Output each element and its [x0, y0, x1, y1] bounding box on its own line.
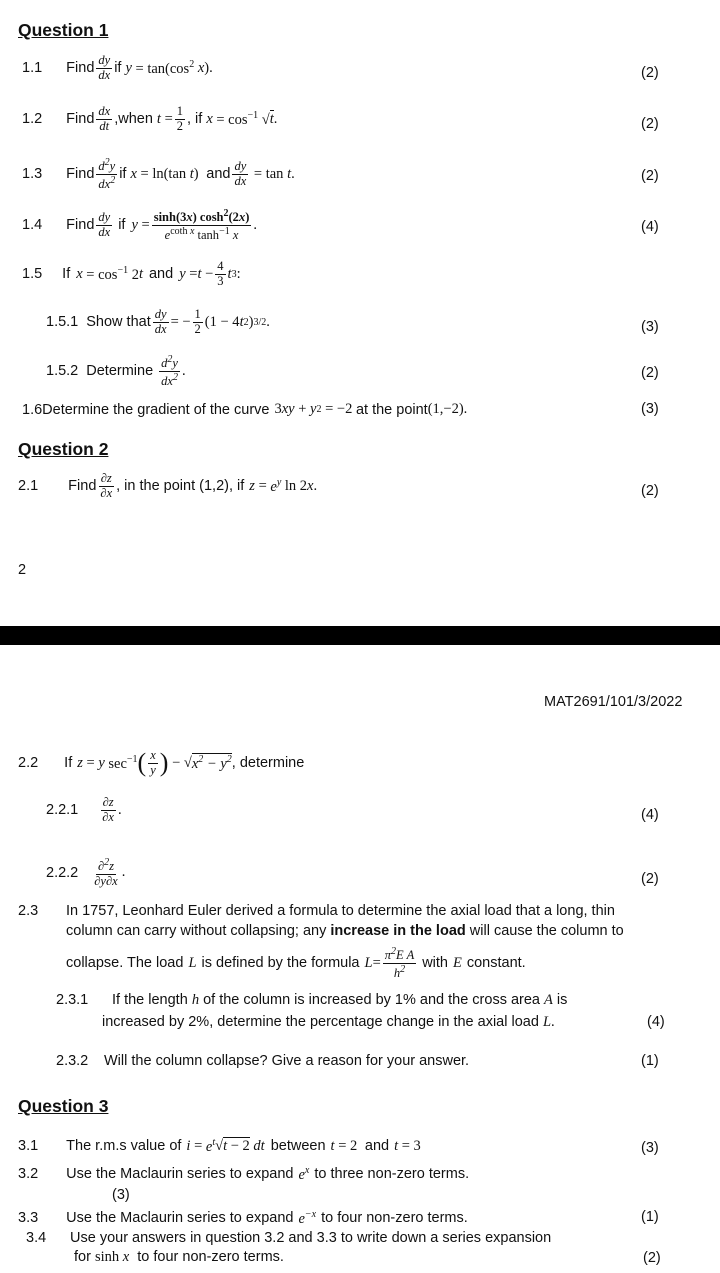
marks: (3): [641, 401, 659, 417]
fraction-x-over-y: $\frac{x}{y}$: [150, 747, 156, 777]
mixed-partial: $\frac{\partial^2z}{\partial y\partial x}$: [94, 857, 118, 888]
text: with: [422, 955, 448, 972]
item-1-2: 1.2 Find $\frac{dx}{dt}$ ,when t = $\frac{1}{2}$ , if x = $\cos^{-1}$ √ t .: [22, 104, 278, 133]
marks: (2): [641, 871, 659, 887]
item-2-3-1-line-1: If the length h of the column is increased by 1% and the cross area A is: [112, 992, 568, 1008]
marks: (2): [641, 483, 659, 499]
euler-line-2: [66, 923, 624, 939]
item-number: 2.3: [18, 903, 39, 919]
text: column can carry without collapsing; any: [66, 923, 331, 939]
item-text: Use the Maclaurin series to expand: [66, 1210, 294, 1227]
if-label: if: [114, 60, 122, 77]
item-number: 1.1: [22, 60, 43, 77]
item-2-1: 2.1 Find $\frac{\partial z}{\partial x}$ , in the point (1,2), if z = $e^y$ ln 2 x .: [18, 471, 318, 500]
text: constant.: [466, 955, 526, 972]
find-label: Find: [68, 478, 97, 495]
question-2-heading: Question 2: [18, 439, 109, 459]
question-3-heading: Question 3: [18, 1096, 109, 1116]
text: collapse. The load: [66, 955, 184, 972]
marks: (1): [641, 1209, 659, 1225]
item-number: 2.3.1: [56, 992, 89, 1008]
derivative-dy-dx: $\frac{dy}{dx}$: [154, 307, 167, 336]
item-number: 3.4: [26, 1230, 47, 1246]
page-separator: [0, 626, 720, 645]
item-text: to three non-zero terms.: [314, 1166, 470, 1183]
text: is defined by the formula: [201, 955, 360, 972]
question-1-heading: Question 1: [18, 20, 109, 40]
text: will cause the column to: [465, 923, 624, 939]
and-label: and: [148, 266, 174, 283]
text: increased by 2%, determine the percentage change in the axial load: [102, 1014, 539, 1030]
item-number: 2.2.2: [46, 864, 79, 881]
item-number: 3.1: [18, 1138, 39, 1155]
if-label: if: [119, 166, 127, 183]
text: to four non-zero terms.: [137, 1249, 284, 1265]
marks: (4): [641, 219, 659, 235]
between-label: between: [270, 1138, 326, 1155]
item-number: 2.2: [18, 755, 39, 771]
item-1-1: 1.1 Find $\frac{dy}{dx}$ if y = $\tan(\cos^2$ x ).: [22, 53, 213, 82]
marks: (1): [641, 1053, 659, 1069]
item-1-5-2: 1.5.2 Determine $\frac{d^2y}{dx^2}$ .: [46, 354, 186, 389]
determine-label: Determine: [86, 363, 154, 380]
text: is: [556, 992, 568, 1008]
at-point-label: at the point: [355, 401, 428, 418]
derivative-dy-dx: $\frac{dy}{dx}$: [98, 53, 111, 82]
item-text: , in the point (1,2), if: [116, 478, 245, 495]
marks: (4): [641, 807, 659, 823]
and-label: and: [364, 1138, 390, 1155]
item-1-4: 1.4 Find $\frac{dy}{dx}$ if y = $\frac{\sinh(3x) \cosh^2(2x)}{e^{coth x} \tanh^{-1} x}$ .: [22, 208, 257, 243]
item-3-1: 3.1 The r.m.s value of i = $e^t$ √ t − 2 dt between t = 2 and t = 3: [18, 1137, 421, 1155]
equation: y: [125, 59, 132, 76]
derivative-dy-dx: $\frac{dy}{dx}$: [234, 159, 247, 188]
marks: (4): [647, 1014, 665, 1030]
determine-label: , determine: [231, 755, 305, 771]
find-label: Find: [66, 217, 95, 234]
hyperbolic-fraction: $\frac{\sinh(3x) \cosh^2(2x)}{e^{coth x} \tanh^{-1} x}$: [153, 208, 250, 243]
derivative-dy-dx: $\frac{dy}{dx}$: [98, 210, 111, 239]
item-1-3: 1.3 Find $\frac{d^2y}{dx^2}$ if x = ln(tan t ) and $\frac{dy}{dx}$ = tan t .: [22, 157, 295, 192]
marks: (3): [641, 1140, 659, 1156]
item-number: 1.4: [22, 217, 43, 234]
item-number: 1.5.2: [46, 363, 79, 380]
item-number: 3.2: [18, 1166, 39, 1183]
fraction-four-thirds: $\frac{4}{3}$: [217, 259, 224, 288]
item-number: 3.3: [18, 1210, 39, 1227]
item-1-6: 1.6 Determine the gradient of the curve 3 xy + y 2 = −2 at the point (1,−2).: [22, 401, 468, 418]
item-number: 2.2.1: [46, 802, 79, 819]
marks: (2): [641, 116, 659, 132]
euler-line-3: collapse. The load L is defined by the formula L = $\frac{\pi^2E A}{h^2}$ with E constant.: [66, 946, 526, 981]
text: for: [74, 1249, 91, 1265]
item-number: 1.2: [22, 111, 43, 128]
item-1-5: 1.5 If x = $\cos^{-1} 2$ t and y = t − $\frac{4}{3}$ t 3 :: [22, 259, 241, 288]
euler-line-1: In 1757, Leonhard Euler derived a formula to determine the axial load that a long, thin: [66, 903, 615, 919]
second-derivative: $\frac{d^2y}{dx^2}$: [161, 354, 178, 389]
course-code: MAT2691/101/3/2022: [544, 694, 683, 710]
item-2-2: 2.2 If z = y $\sec^{-1}$ ( $\frac{x}{y}$ ) − √ $x^2 - y^2$ , determine: [18, 747, 305, 777]
second-derivative: $\frac{d^2y}{dx^2}$: [98, 157, 116, 192]
and-label: and: [206, 166, 231, 183]
text: If the length: [112, 992, 188, 1008]
marks: (2): [641, 168, 659, 184]
partial-dz-dx: $\frac{\partial z}{\partial x}$: [100, 471, 113, 500]
item-text: Determine the gradient of the curve: [42, 401, 270, 418]
item-2-3-1-line-2: increased by 2%, determine the percentage change in the axial load L.: [102, 1014, 555, 1030]
find-label: Find: [66, 111, 95, 128]
item-number: 1.3: [22, 166, 43, 183]
partial-dz-dx: $\frac{\partial z}{\partial x}$: [102, 795, 114, 824]
item-text: The r.m.s value of: [66, 1138, 182, 1155]
if-label: if: [118, 217, 126, 234]
derivative-dx-dt: $\frac{dx}{dt}$: [98, 104, 111, 133]
fraction-one-half: $\frac{1}{2}$: [176, 104, 183, 133]
item-text: Will the column collapse? Give a reason for your answer.: [104, 1053, 470, 1069]
item-2-2-2: 2.2.2 $\frac{\partial^2z}{\partial y\partial x}$ .: [46, 857, 126, 888]
item-text: to four non-zero terms.: [321, 1210, 468, 1227]
marks: (3): [112, 1187, 130, 1203]
marks: (2): [641, 65, 659, 81]
item-3-2: 3.2 Use the Maclaurin series to expand $e^x$ to three non-zero terms.: [18, 1165, 470, 1183]
item-3-3: 3.3 Use the Maclaurin series to expand $e^{-x}$ to four non-zero terms.: [18, 1209, 468, 1227]
find-label: Find: [66, 166, 95, 183]
text: of the column is increased by 1% and the cross area: [203, 992, 540, 1008]
item-number: 1.5.1: [46, 314, 79, 331]
page-number: 2: [18, 562, 27, 578]
show-that-label: Show that: [86, 314, 151, 331]
if-label: If: [62, 266, 71, 283]
item-3-4-line-2: for sinh x to four non-zero terms.: [74, 1249, 284, 1265]
emphasis: increase in the load: [330, 923, 466, 939]
item-number: 2.3.2: [56, 1053, 89, 1069]
item-number: 2.1: [18, 478, 39, 495]
if-label: , if: [187, 111, 203, 128]
marks: (2): [641, 365, 659, 381]
item-2-2-1: 2.2.1 $\frac{\partial z}{\partial x}$ .: [46, 795, 122, 824]
item-number: 1.5: [22, 266, 43, 283]
marks: (2): [643, 1250, 661, 1266]
item-text: Use the Maclaurin series to expand: [66, 1166, 294, 1183]
marks: (3): [641, 319, 659, 335]
if-label: If: [64, 755, 73, 771]
when-label: ,when: [114, 111, 153, 128]
find-label: Find: [66, 60, 95, 77]
fraction-one-half: $\frac{1}{2}$: [194, 307, 201, 336]
item-number: 1.6: [22, 401, 43, 418]
item-1-5-1: 1.5.1 Show that $\frac{dy}{dx}$ = − $\frac{1}{2}$ (1 − 4 t 2 ) 3/2 .: [46, 307, 270, 336]
item-3-4-line-1: Use your answers in question 3.2 and 3.3 to write down a series expansion: [70, 1230, 552, 1246]
euler-formula: $\frac{\pi^2E A}{h^2}$: [384, 946, 415, 981]
